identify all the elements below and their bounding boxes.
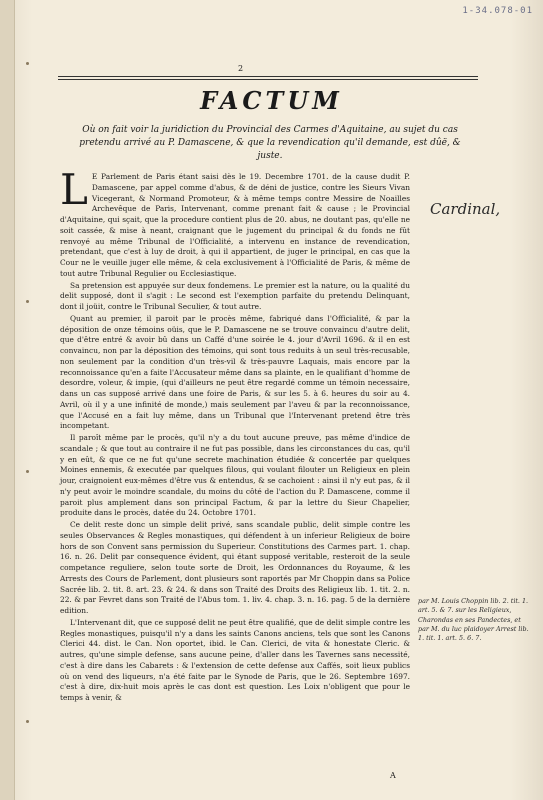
document-title: FACTUM — [200, 86, 343, 115]
paragraph: Quant au premier, il paroit par le procès même, fabriqué dans l'Officialité, & par la déposition de onze témoins oüis, que le P. Damascene ne se trouve convaincu d'autre delit, que d'être entré & avoir bû dans un Caffé d'une soirée le 4. jour d'Avril 1696. & il en est convaincu, non par la déposition des témoins, qui sont tous reduits à un seul très-recusable, non seulement par la condition d'un très-vil & très-pauvre Laquais, mais encore par la reconnoissance qu'en a faite l'Accusateur même dans sa plainte, en le qualifiant d'homme de desordre, voleur, & impie, (qui d'ailleurs ne peut être regardé comme un témoin necessaire, dans un cas supposé arrivé dans une foire de Paris, & sur les 5. à 6. heures du soir au 4. Avril, où il y a une infinité de monde,) mais seulement par l'aveu & par la reconnoissance, que l'Accusé en a fait luy même, dans un Tribunal que l'Intervenant pretend être très incompetant. — [60, 313, 410, 431]
paragraph: Il paroît même par le procès, qu'il n'y a du tout aucune preuve, pas même d'indice de scandale ; & que tout au contraire il ne fut pas possible, dans les circonstances du cas, qu'il y en eût, & que ce ne fut qu'une secrete machination étudiée & concertée par quelques Moines ennemis, & executée par quelques filous, qui voulant filouter un Religieux en plein jour, craignoient eux-mêmes d'être vus & entendus, & se cachoient : ainsi il n'y eut pas, & il n'y peut avoir le moindre scandale, du moins du côté de l'action du P. Damascene, comme il paroit plus amplement dans son principal Factum, & par la lettre du Sieur Chapelier, produite dans le procès, datée du 24. Octobre 1701. — [60, 433, 410, 518]
title-rule — [58, 76, 478, 80]
document-subtitle: Où on fait voir la juridiction du Provincial des Carmes d'Aquitaine, au sujet du cas pretendu arrivé au P. Damascene, & que la revendication qu'il demande, est dûë, & juste. — [79, 125, 461, 161]
document-body — [60, 165, 410, 705]
drop-cap: L — [60, 165, 88, 214]
handwritten-margin-annotation: par M. Louis Choppin lib. 2. tit. 1. art. 5. & 7. sur les Religieux, Charondas en ses Pandectes, et par M. du luc plaidoyer Arrest lib. 1. tit. 1. art. 5. 6. 7. — [418, 597, 529, 643]
paragraph — [60, 165, 410, 280]
paragraph: Sa pretension est appuyée sur deux fondemens. Le premier est la nature, ou la qualité du delit supposé, dont il s'agit : Le second est l'exemption parfaite du pretendu Delinquant, dont il joüit, contre le Tribunal Seculier, & tout autre. — [60, 280, 410, 311]
archive-stamp-number: 1-34.078-01 — [462, 6, 533, 16]
sewing-hole — [26, 470, 29, 473]
paragraph-text: E Parlement de Paris étant saisi dès le 19. Decembre 1701. de la cause dudit P. Damascene, par appel comme d'abus, & de déni de justice, contre les Sieurs Vivan Vicegerant, & Normand Promoteur, & à même temps contre Messire de Noailles Archevêque de Paris, Intervenant, comme prenant fait & cause ; le Provincial d'Aquitaine, qui sçait, que la procedure contient plus de 20. abus, ne doutant pas, qu'elle ne soit cassée, & mise à neant, craignant que le jugement du principal & du fonds ne fût renvoyé au même Tribunal de l'Officialité, a intervenu en instance de revendication, pretendant, que c'est à luy de droit, à qui il appartient, de juger le principal, en cas que la Cour ne le veuille juger elle même, & cela exclusivement à l'Officialité de Paris, & même de tout autre Tribunal Regulier ou Ecclesiastique. — [60, 172, 410, 278]
paragraph: L'Intervenant dit, que ce supposé delit ne peut être qualifié, que de delit simple contre les Regles monastiques, puisqu'il n'y a dans les saints Canons anciens, tels que sont les Canons Clerici 44. dist. le Can. Non oportet, ibid. le Can. Clerici, de vita & honestate Cleric. & autres, qu'une simple defense, sans aucune peine, d'aller dans les Tavernes sans necessité, c'est à dire dans les Cabarets : & l'extension de cette defense aux Caffés, soit lieux publics où on vend des liqueurs, n'a été faite par le Synode de Paris, que le 26. Septembre 1697. c'est à dire, dix-huit mois après le cas dont est question. Les Loix n'obligent que pour le temps à venir, & — [60, 617, 410, 702]
sewing-hole — [26, 62, 29, 65]
paragraph: Ce delit reste donc un simple delit privé, sans scandale public, delit simple contre les seules Observances & Regles monastiques, qui défendent à un inferieur Religieux de boire hors de son Convent sans permission du Superieur. Constitutions des Carmes part. 1. chap. 16. n. 26. Delit par consequence évident, qui étant supposé veritable, resteroit de la seule competance reguliere, selon toute sorte de Droit, les Ordonnances du Royaume, & les Arrests des Cours de Parlement, dont plusieurs sont raportés par Mr Choppin dans sa Police Sacrée lib. 2. tit. 8. art. 23. & 24. & dans son Traité des Droits des Religieux lib. 1. tit. 2. n. 22. & par Fevret dans son Traité de l'Abus tom. 1. liv. 4. chap. 3. n. 16. pag. 5 de la dernière edition. — [60, 520, 410, 615]
binding-edge — [0, 0, 15, 800]
sewing-hole — [26, 720, 29, 723]
page-number: 2 — [238, 64, 244, 73]
sewing-hole — [26, 300, 29, 303]
handwritten-margin-note: Cardinal, — [430, 200, 501, 218]
signature-mark: A — [390, 771, 396, 780]
